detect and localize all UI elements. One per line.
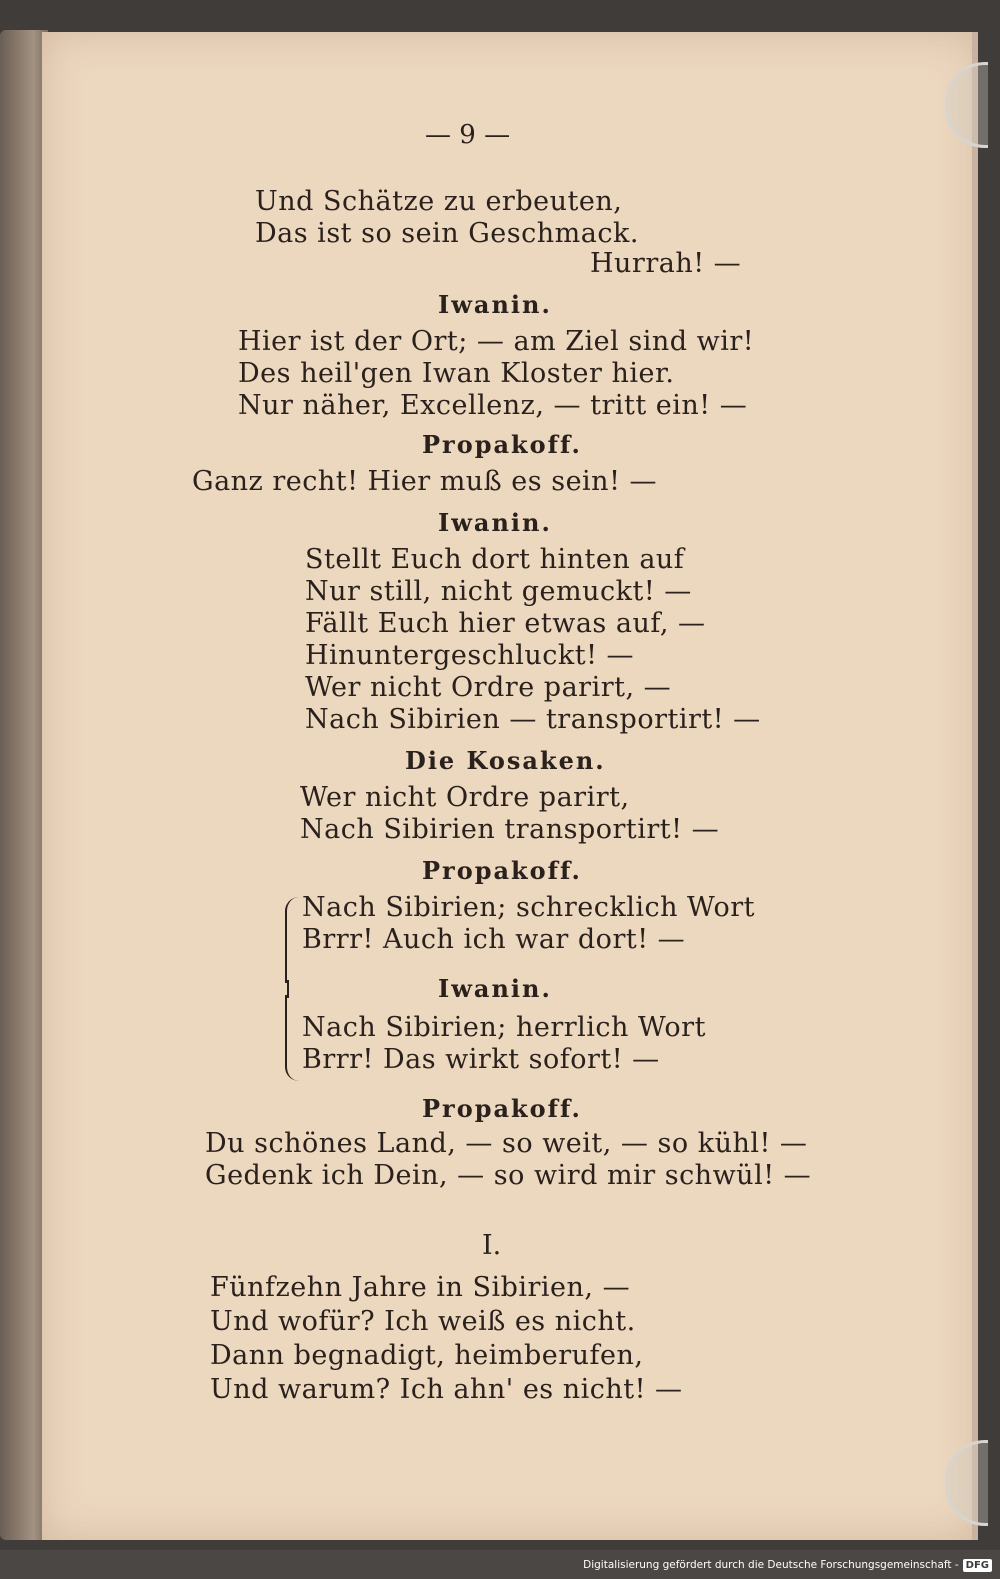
verse-line: Und wofür? Ich weiß es nicht. <box>210 1306 636 1337</box>
verse-line: Nach Sibirien — transportirt! — <box>305 704 761 735</box>
section-number: I. <box>482 1230 502 1261</box>
verse-line: Nach Sibirien; herrlich Wort <box>302 1012 706 1043</box>
speaker-name: Propakoff. <box>422 430 582 459</box>
verse-line: Brrr! Auch ich war dort! — <box>302 924 686 955</box>
verse-line: Nach Sibirien transportirt! — <box>300 814 720 845</box>
digitization-footer <box>583 1553 1000 1577</box>
verse-line: Das ist so sein Geschmack. <box>255 218 639 249</box>
verse-line: Hinuntergeschluckt! — <box>305 640 635 671</box>
speaker-name: Die Kosaken. <box>405 746 606 775</box>
verse-line: Hurrah! — <box>590 248 742 279</box>
verse-line: Nur still, nicht gemuckt! — <box>305 576 692 607</box>
verse-line: Ganz recht! Hier muß es sein! — <box>192 466 658 497</box>
verse-line: Nach Sibirien; schrecklich Wort <box>302 892 755 923</box>
brace-bottom <box>285 995 301 1081</box>
verse-line: Fällt Euch hier etwas auf, — <box>305 608 706 639</box>
speaker-name: Propakoff. <box>422 1094 582 1123</box>
verse-line: Du schönes Land, — so weit, — so kühl! — <box>205 1128 808 1159</box>
verse-line: Nur näher, Excellenz, — tritt ein! — <box>238 390 748 421</box>
verse-line: Und warum? Ich ahn' es nicht! — <box>210 1374 683 1405</box>
brace-top <box>285 897 301 983</box>
dfg-logo: DFG <box>963 1559 992 1572</box>
speaker-name: Iwanin. <box>438 974 552 1003</box>
verse-line: Des heil'gen Iwan Kloster hier. <box>238 358 675 389</box>
verse-line: Wer nicht Ordre parirt, <box>300 782 630 813</box>
verse-line: Stellt Euch dort hinten auf <box>305 544 685 575</box>
page-number: — 9 — <box>425 120 511 150</box>
speaker-name: Iwanin. <box>438 290 552 319</box>
verse-line: Brrr! Das wirkt sofort! — <box>302 1044 660 1075</box>
speaker-name: Propakoff. <box>422 856 582 885</box>
verse-line: Und Schätze zu erbeuten, <box>255 186 623 217</box>
verse-line: Gedenk ich Dein, — so wird mir schwül! — <box>205 1160 812 1191</box>
verse-line: Wer nicht Ordre parirt, — <box>305 672 672 703</box>
verse-line: Fünfzehn Jahre in Sibirien, — <box>210 1272 631 1303</box>
verse-line: Dann begnadigt, heimberufen, <box>210 1340 644 1371</box>
speaker-name: Iwanin. <box>438 508 552 537</box>
footer-text: Digitalisierung gefördert durch die Deutsche Forschungsgemeinschaft - <box>583 1559 959 1571</box>
verse-line: Hier ist der Ort; — am Ziel sind wir! <box>238 326 755 357</box>
